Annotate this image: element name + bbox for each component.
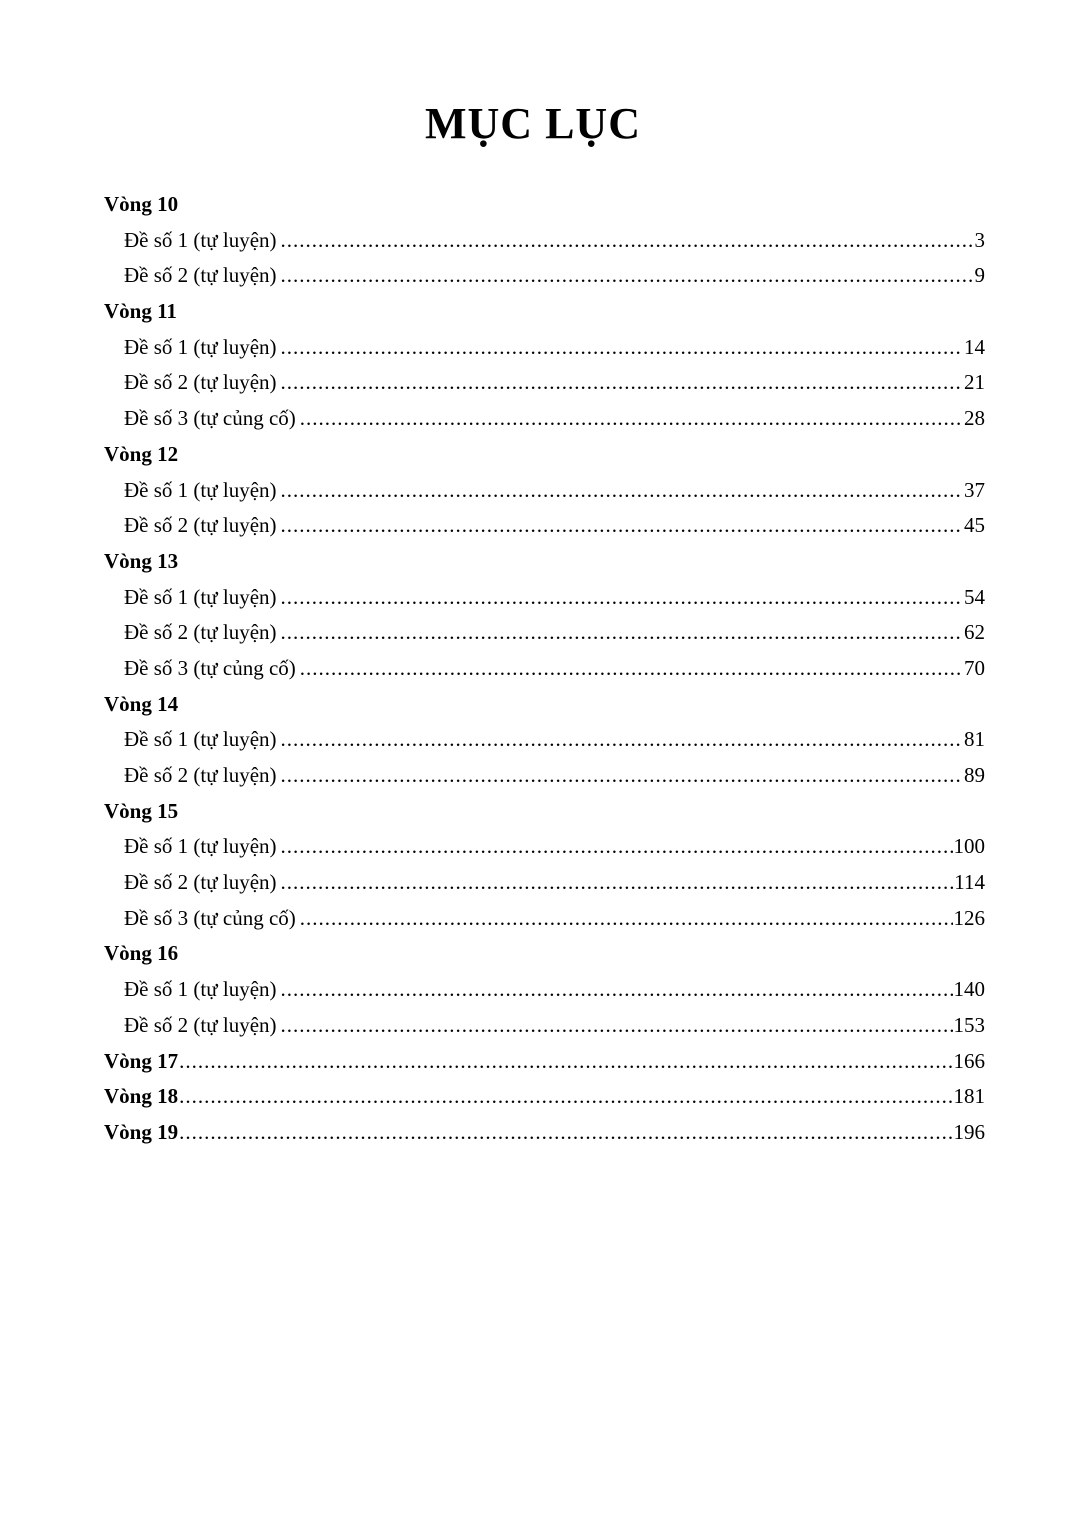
toc-entry-label: Đề số 1 (tự luyện) xyxy=(124,477,277,502)
toc-entry-label: Đề số 1 (tự luyện) xyxy=(124,977,277,1002)
toc-page-number: 100 xyxy=(953,834,985,859)
toc-entry-label: Đề số 3 (tự củng cố) xyxy=(124,655,296,680)
toc-dot-leader xyxy=(281,972,953,1008)
toc-entry-label: Đề số 2 (tự luyện) xyxy=(124,870,277,895)
toc-entry-label: Đề số 2 (tự luyện) xyxy=(124,620,277,645)
toc-page-number: 81 xyxy=(964,727,985,752)
toc-subentry[interactable] xyxy=(104,865,985,901)
toc-section-entry xyxy=(104,437,985,473)
page-title: MỤC LỤC xyxy=(425,99,641,148)
toc-page-number: 166 xyxy=(953,1048,985,1073)
toc-page-number: 70 xyxy=(964,655,985,680)
toc-entry-label: Vòng 18 xyxy=(104,1084,179,1109)
toc-subentry[interactable] xyxy=(104,330,985,366)
toc-dot-leader xyxy=(281,865,954,901)
table-of-contents xyxy=(104,187,985,1151)
toc-page-number: 89 xyxy=(964,763,985,787)
toc-page-number: 14 xyxy=(964,334,985,359)
toc-dot-leader xyxy=(300,401,963,437)
toc-subentry[interactable] xyxy=(104,365,985,401)
toc-entry-label: Vòng 17 xyxy=(104,1048,179,1073)
toc-section-entry xyxy=(104,687,985,723)
toc-dot-leader xyxy=(281,223,974,259)
toc-entry-label: Đề số 1 (tự luyện) xyxy=(124,727,277,752)
toc-entry-label: Vòng 19 xyxy=(104,1119,179,1144)
toc-page-number: 21 xyxy=(964,370,985,395)
toc-entry-label: Vòng 15 xyxy=(104,798,179,823)
toc-entry-label: Vòng 11 xyxy=(104,299,177,324)
toc-dot-leader xyxy=(281,508,963,544)
toc-entry-label: Đề số 1 (tự luyện) xyxy=(124,834,277,859)
toc-dot-leader xyxy=(281,258,974,294)
toc-section-entry[interactable] xyxy=(104,1079,985,1115)
toc-subentry[interactable] xyxy=(104,615,985,651)
toc-subentry[interactable] xyxy=(104,651,985,687)
toc-entry-label: Đề số 2 (tự luyện) xyxy=(124,763,277,787)
toc-subentry[interactable] xyxy=(104,829,985,865)
toc-entry-label: Đề số 2 (tự luyện) xyxy=(124,263,277,288)
toc-dot-leader xyxy=(179,1115,952,1151)
toc-section-entry xyxy=(104,794,985,830)
toc-dot-leader xyxy=(281,1008,953,1044)
toc-page-number: 62 xyxy=(964,620,985,645)
toc-subentry[interactable] xyxy=(104,580,985,616)
toc-entry-label: Vòng 16 xyxy=(104,941,179,966)
toc-entry-label: Đề số 2 (tự luyện) xyxy=(124,1012,277,1037)
toc-page-number: 9 xyxy=(974,263,985,288)
toc-page-number: 28 xyxy=(964,406,985,431)
toc-section-entry xyxy=(104,294,985,330)
toc-section-entry[interactable] xyxy=(104,1115,985,1151)
toc-page-number: 140 xyxy=(953,977,985,1002)
toc-page-number: 114 xyxy=(954,870,985,895)
toc-dot-leader xyxy=(179,1079,952,1115)
toc-dot-leader xyxy=(300,651,963,687)
toc-dot-leader xyxy=(281,365,963,401)
toc-dot-leader xyxy=(300,901,953,937)
toc-subentry[interactable] xyxy=(104,508,985,544)
toc-section-entry xyxy=(104,936,985,972)
toc-dot-leader xyxy=(281,330,963,366)
toc-page-number: 181 xyxy=(953,1084,985,1109)
toc-dot-leader xyxy=(281,829,953,865)
toc-entry-label: Đề số 2 (tự luyện) xyxy=(124,513,277,538)
toc-subentry[interactable] xyxy=(104,722,985,758)
toc-subentry[interactable] xyxy=(104,972,985,1008)
toc-subentry[interactable] xyxy=(104,901,985,937)
toc-entry-label: Vòng 10 xyxy=(104,192,179,216)
toc-dot-leader xyxy=(281,473,963,509)
toc-subentry[interactable] xyxy=(104,1008,985,1044)
toc-dot-leader xyxy=(281,580,963,616)
toc-entry-label: Đề số 1 (tự luyện) xyxy=(124,584,277,609)
toc-page-number: 37 xyxy=(964,477,985,502)
toc-page-number: 196 xyxy=(953,1119,985,1144)
toc-dot-leader xyxy=(281,615,963,651)
toc-entry-label: Đề số 3 (tự củng cố) xyxy=(124,905,296,930)
toc-entry-label: Vòng 14 xyxy=(104,691,179,716)
toc-section-entry[interactable] xyxy=(104,1044,985,1080)
toc-entry-label: Đề số 2 (tự luyện) xyxy=(124,370,277,395)
toc-subentry[interactable] xyxy=(104,401,985,437)
toc-page-number: 45 xyxy=(964,513,985,538)
toc-subentry[interactable] xyxy=(104,258,985,294)
toc-dot-leader xyxy=(281,758,963,794)
toc-entry-label: Đề số 1 (tự luyện) xyxy=(124,227,277,252)
toc-page-number: 54 xyxy=(964,584,985,609)
toc-entry-label: Vòng 12 xyxy=(104,441,179,466)
toc-subentry[interactable] xyxy=(104,223,985,259)
toc-entry-label: Đề số 3 (tự củng cố) xyxy=(124,406,296,431)
toc-dot-leader xyxy=(179,1044,952,1080)
toc-subentry[interactable] xyxy=(104,473,985,509)
toc-dot-leader xyxy=(281,722,963,758)
toc-page-number: 3 xyxy=(974,227,985,252)
toc-entry-label: Đề số 1 (tự luyện) xyxy=(124,334,277,359)
toc-section-entry xyxy=(104,187,985,223)
toc-page-number: 153 xyxy=(953,1012,985,1037)
toc-page-number: 126 xyxy=(953,905,985,930)
toc-subentry[interactable] xyxy=(104,758,985,794)
toc-section-entry xyxy=(104,544,985,580)
toc-entry-label: Vòng 13 xyxy=(104,548,179,573)
